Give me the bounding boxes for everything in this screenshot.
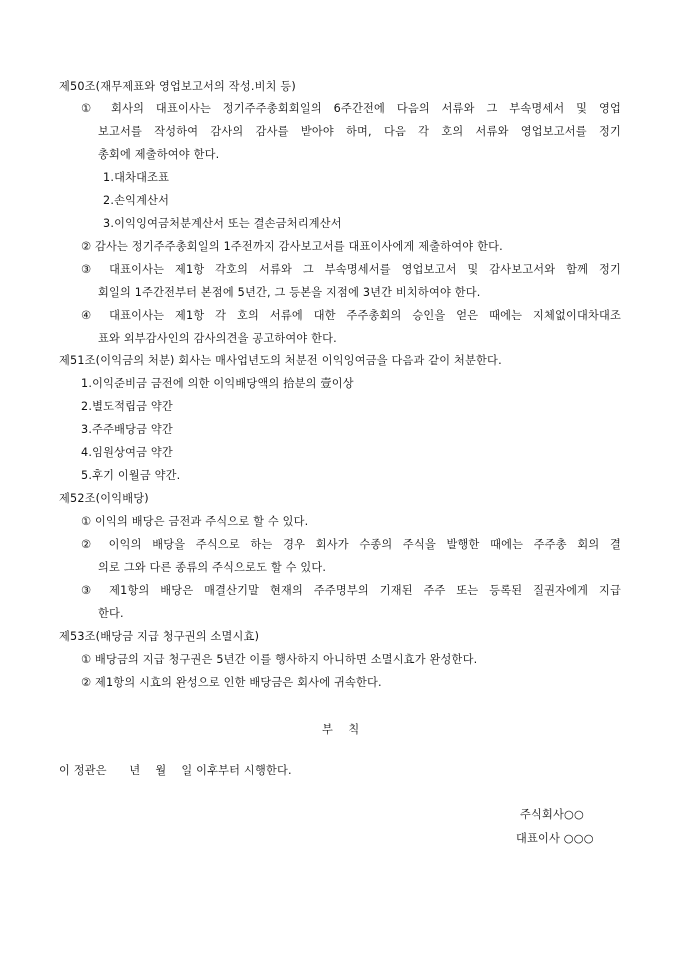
article-52-paragraph-1: ① 이익의 배당은 금전과 주식으로 할 수 있다. [81, 515, 309, 528]
article-50-paragraph-1-line-3: 총회에 제출하여야 한다. [98, 148, 220, 161]
article-50-item-3: 3.이익잉여금처분계산서 또는 결손금처리계산서 [103, 217, 342, 230]
article-51-item-4: 4.임원상여금 약간 [81, 446, 173, 459]
article-51-title: 제51조(이익금의 처분) 회사는 매사업년도의 처분전 이익잉여금을 다음과 같이 처분한다. [59, 354, 502, 367]
article-50-paragraph-4-line-2: 표와 외부감사인의 감사의견을 공고하여야 한다. [98, 332, 337, 345]
article-52-paragraph-2-line-2: 의로 그와 다른 종류의 주식으로도 할 수 있다. [98, 561, 327, 574]
company-name: 주식회사○○ [520, 808, 584, 821]
ceo-signature-line: 대표이사 ○○○ [516, 832, 594, 845]
appendix-heading: 부 칙 [322, 723, 366, 736]
article-50-paragraph-2: ② 감사는 정기주주총회일의 1주전까지 감사보고서를 대표이사에게 제출하여야 한다. [81, 240, 503, 253]
article-52-paragraph-3-line-2: 한다. [98, 607, 124, 620]
article-53-paragraph-2: ② 제1항의 시효의 완성으로 인한 배당금은 회사에 귀속한다. [81, 676, 382, 689]
article-51-item-2: 2.별도적립금 약간 [81, 400, 173, 413]
article-50-paragraph-3-line-2: 회일의 1주간전부터 본점에 5년간, 그 등본을 지점에 3년간 비치하여야 한다. [98, 286, 481, 299]
article-52-title: 제52조(이익배당) [59, 492, 149, 505]
effective-date-statement: 이 정관은 년 월 일 이후부터 시행한다. [59, 764, 292, 777]
article-50-paragraph-4-line-1: ④ 대표이사는 제1항 각 호의 서류에 대한 주주총회의 승인을 얻은 때에는 지체없이대차대조 [81, 309, 621, 322]
article-51-item-1: 1.이익준비금 금전에 의한 이익배당액의 拾분의 壹이상 [81, 377, 354, 390]
article-50-item-2: 2.손익계산서 [103, 194, 170, 207]
article-51-item-5: 5.후기 이월금 약간. [81, 469, 181, 482]
article-50-paragraph-1-line-2: 보고서를 작성하여 감사의 감사를 받아야 하며, 다음 각 호의 서류와 영업보고서를 정기 [98, 125, 621, 138]
article-50-item-1: 1.대차대조표 [103, 171, 170, 184]
article-51-item-3: 3.주주배당금 약간 [81, 423, 173, 436]
article-52-paragraph-3-line-1: ③ 제1항의 배당은 매결산기말 현재의 주주명부의 기재된 주주 또는 등록된 질권자에게 지급 [81, 584, 621, 597]
article-52-paragraph-2-line-1: ② 이익의 배당을 주식으로 하는 경우 회사가 수종의 주식을 발행한 때에는 주주총 회의 결 [81, 538, 621, 551]
article-50-paragraph-1-line-1: ① 회사의 대표이사는 정기주주총회회일의 6주간전에 다음의 서류와 그 부속명세서 및 영업 [81, 102, 621, 115]
article-53-title: 제53조(배당금 지급 청구권의 소멸시효) [59, 630, 260, 643]
article-50-paragraph-3-line-1: ③ 대표이사는 제1항 각호의 서류와 그 부속명세서를 영업보고서 및 감사보고서와 함께 정기 [81, 263, 621, 276]
article-53-paragraph-1: ① 배당금의 지급 청구권은 5년간 이를 행사하지 아니하면 소멸시효가 완성한다. [81, 653, 478, 666]
article-50-title: 제50조(재무제표와 영업보고서의 작성.비치 등) [59, 80, 296, 93]
